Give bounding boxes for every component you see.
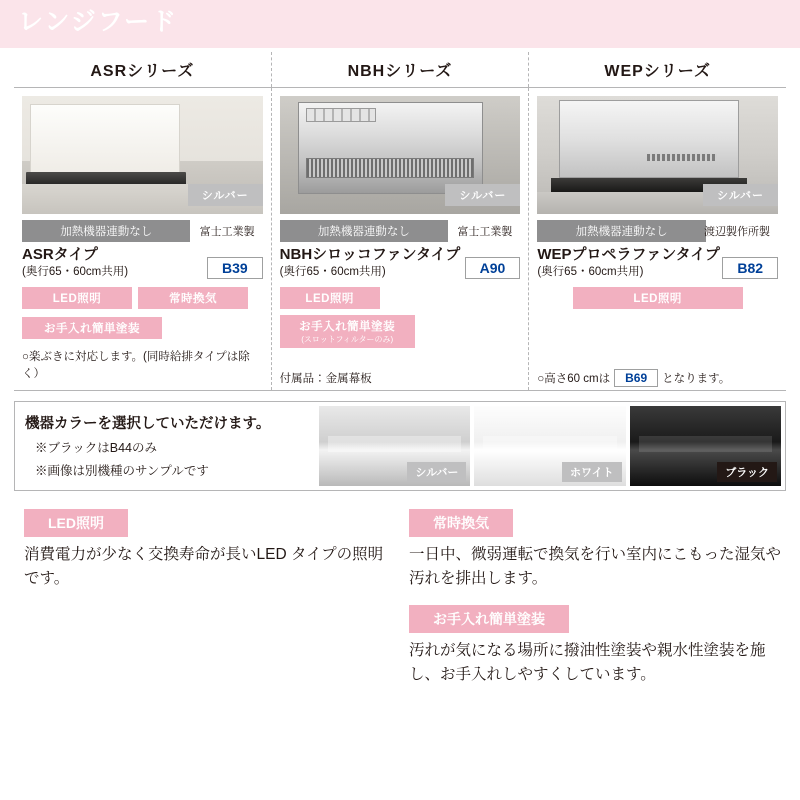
wep-type-sub: (奥行65・60cm共用) [537, 265, 644, 278]
nbh-type-name: NBHシロッコファンタイプ (奥行65・60cm共用) [279, 246, 461, 278]
series-column-nbh [271, 88, 529, 390]
asr-type-name: ASRタイプ (奥行65・60cm共用) [22, 246, 129, 278]
white-swatch-label: ホワイト [562, 462, 622, 482]
nbh-color-tag: シルバー [445, 184, 520, 206]
asr-type-sub: (奥行65・60cm共用) [22, 265, 129, 278]
explanation-text-coating: 汚れが気になる場所に撥油性塗装や親水性塗装を施し、お手入れしやすくしています。 [409, 641, 766, 683]
explanation-column-right [409, 509, 786, 701]
nbh-maker: 富士工業製 [457, 226, 513, 238]
black-swatch[interactable] [630, 406, 781, 486]
nbh-note-bottom: 付属品：金属幕板 [279, 372, 372, 385]
wep-type-row [537, 246, 778, 279]
nbh-gray-bar: 加熱機器連動なし [280, 220, 448, 242]
explanation-text-vent: 一日中、微弱運転で換気を行い室内にこもった湿気や汚れを排出します。 [409, 545, 782, 587]
asr-color-tag: シルバー [188, 184, 263, 206]
series-header-row [14, 52, 786, 88]
wep-maker: 渡辺製作所製 [704, 226, 771, 238]
wep-type-name: WEPプロペラファンタイプ (奥行65・60cm共用) [537, 246, 720, 278]
nbh-feature-coating-sub: (スロットフィルターのみ) [301, 335, 394, 345]
color-swatch-row [315, 402, 785, 490]
asr-note: ○楽ぶきに対応します。(同時給排タイプは除く） [22, 351, 250, 381]
wep-color-tag: シルバー [703, 184, 778, 206]
wep-note-bottom: ○高さ60 cmは B69 となります。 [537, 370, 731, 385]
asr-gray-bar: 加熱機器連動なし [22, 220, 190, 242]
silver-swatch[interactable] [319, 406, 470, 486]
wep-note-code: B69 [614, 369, 658, 387]
explanation-tag-led: LED照明 [24, 509, 128, 537]
asr-maker: 富士工業製 [199, 226, 255, 238]
color-panel-note-2: ※画像は別機種のサンプルです [35, 464, 209, 479]
series-column-asr [14, 88, 271, 390]
asr-feature-led: LED照明 [22, 287, 132, 309]
nbh-type-sub: (奥行65・60cm共用) [279, 265, 386, 278]
asr-type-row [22, 246, 263, 279]
wep-code: B82 [722, 257, 778, 279]
series-body-row [14, 88, 786, 391]
series-column-wep [528, 88, 786, 390]
nbh-feature-coating: お手入れ簡単塗装 (スロットフィルターのみ) [280, 315, 415, 348]
explanation-text-led: 消費電力が少なく交換寿命が長いLED タイプの照明です。 [24, 545, 384, 587]
series-header-nbh: NBHシリーズ [271, 52, 529, 87]
nbh-feature-tags [280, 287, 521, 348]
black-swatch-label: ブラック [717, 462, 777, 482]
nbh-feature-led: LED照明 [280, 287, 380, 309]
explanation-column-left [14, 509, 391, 701]
asr-code: B39 [207, 257, 263, 279]
asr-feature-coating: お手入れ簡単塗装 [22, 317, 162, 339]
nbh-code: A90 [465, 257, 521, 279]
wep-feature-led: LED照明 [573, 287, 743, 309]
nbh-type-row [280, 246, 521, 279]
series-header-wep: WEPシリーズ [528, 52, 786, 87]
color-panel-title: 機器カラーを選択していただけます。 [25, 416, 271, 433]
explanation-tag-vent: 常時換気 [409, 509, 513, 537]
color-panel-note-1: ※ブラックはB44のみ [35, 441, 157, 456]
silver-swatch-label: シルバー [407, 462, 466, 482]
page-header [0, 0, 800, 48]
white-swatch[interactable] [474, 406, 625, 486]
asr-feature-tags [22, 287, 263, 309]
series-comparison-table [14, 48, 786, 391]
color-panel-text [15, 402, 315, 490]
series-header-asr: ASRシリーズ [90, 63, 195, 80]
wep-feature-tags [537, 287, 778, 309]
asr-feature-vent: 常時換気 [138, 287, 248, 309]
page-title: レンジフード [18, 8, 179, 36]
wep-gray-bar: 加熱機器連動なし [537, 220, 705, 242]
explanation-tag-coating: お手入れ簡単塗装 [409, 605, 569, 633]
feature-explanations [14, 509, 786, 701]
color-selection-panel [14, 401, 786, 491]
